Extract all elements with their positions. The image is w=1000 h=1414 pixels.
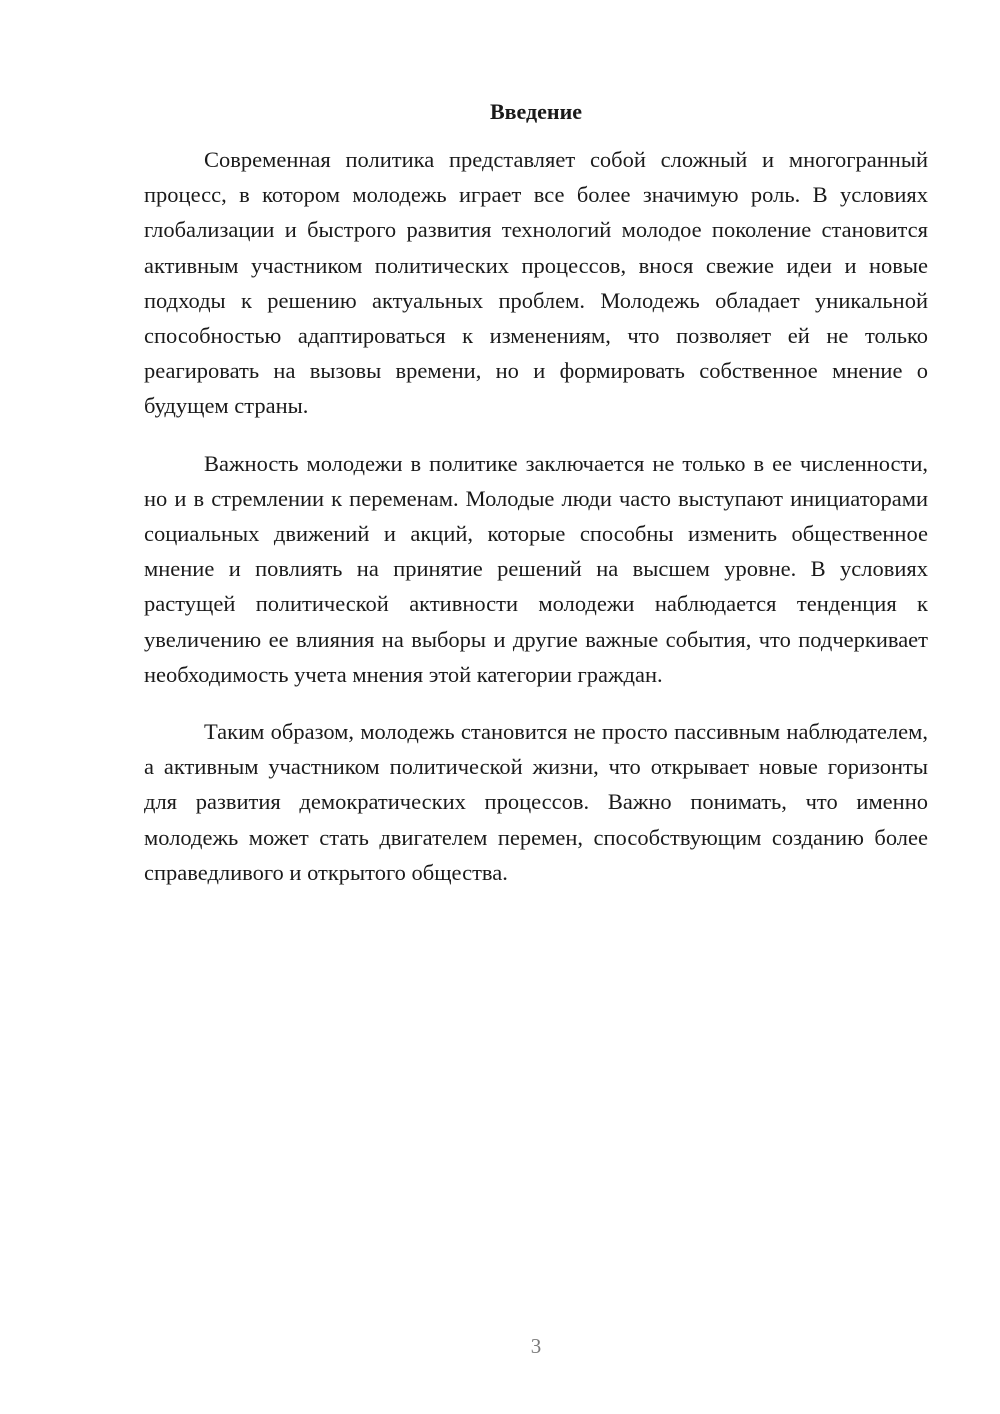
paragraph-1: Современная политика представляет собой сложный и многогранный процесс, в котором молодежь играет все более значимую роль. В условиях глобализации и быстрого развития технологий молодое поколение становится активным участником политических процессов, внося свежие идеи и новые подходы к решению актуальных проблем. Молодежь обладает уникальной способностью адаптироваться к изменениям, что позволяет ей не только реагировать на вызовы времени, но и формировать собственное мнение о будущем страны. — [144, 147, 928, 419]
body-text — [144, 142, 928, 912]
section-title: Введение — [489, 99, 583, 124]
paragraph-3: Таким образом, молодежь становится не просто пассивным наблюдателем, а активным участником политической жизни, что открывает новые горизонты для развития демократических процессов. Важно понимать, что именно молодежь может стать двигателем перемен, способствующим созданию более справедливого и открытого общества. — [144, 719, 928, 885]
page-number: 3 — [530, 1334, 542, 1358]
paragraph-2: Важность молодежи в политике заключается не только в ее численности, но и в стремлении к переменам. Молодые люди часто выступают инициаторами социальных движений и акций, которые способны изменить общественное мнение и повлиять на принятие решений на высшем уровне. В условиях растущей политической активности молодежи наблюдается тенденция к увеличению ее влияния на выборы и другие важные события, что подчеркивает необходимость учета мнения этой категории граждан. — [144, 450, 928, 687]
